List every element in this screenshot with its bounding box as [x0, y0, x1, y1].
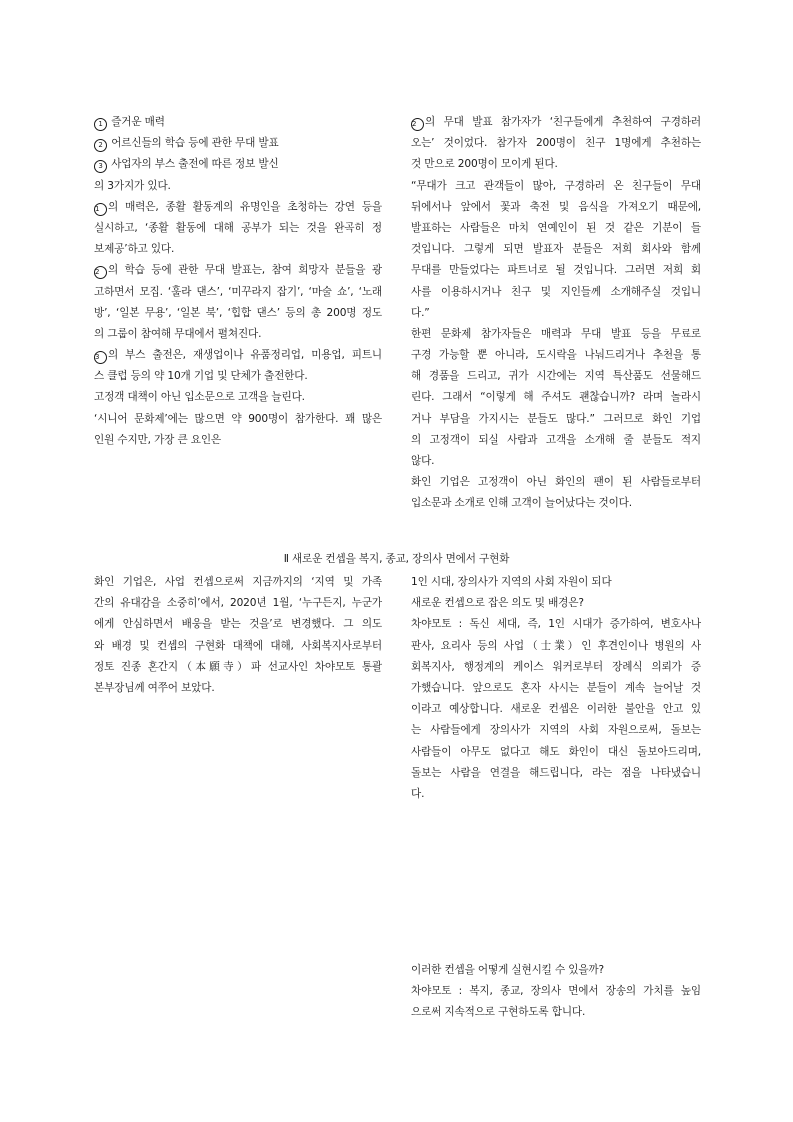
circled-number-2: 2 [94, 139, 107, 152]
circled-number-1: 1 [94, 118, 107, 131]
interview-title: 1인 시대, 장의사가 지역의 사회 자원이 되다 [411, 576, 612, 588]
section-heading: Ⅱ 새로운 컨셉을 복지, 종교, 장의사 면에서 구현화 [283, 553, 510, 565]
para2-line: 않다. [411, 455, 435, 467]
para2-line: 구경 가능할 뿐 아니라, 도시락을 나눠드리거나 추천을 통 [411, 349, 701, 362]
quote-line: 무대를 만들었다는 파트너로 될 것입니다. 그러면 저희 회 [411, 264, 701, 277]
right-top-column [411, 112, 701, 515]
answer-line: 이라고 예상합니다. 새로운 컨셉은 이러한 불안을 안고 있 [411, 703, 701, 716]
quote-line: “무대가 크고 관객들이 많아, 구경하러 온 친구들이 무대 [411, 179, 701, 192]
para2-line: 해 경품을 드리고, 귀가 시간에는 지역 특산품도 선물해드 [411, 370, 701, 383]
para1-line: 실시하고, ‘종활 활동에 대해 공부가 되는 것을 완곡히 정 [94, 221, 382, 234]
list-item-2: 2 어르신들의 학습 등에 관한 무대 발표 [94, 133, 382, 154]
answer-line: 차야모토 : 독신 세대, 즉, 1인 시대가 증가하여, 변호사나 [411, 618, 701, 631]
interview-question: 새로운 컨셉으로 잡은 의도 및 배경은? [411, 597, 584, 610]
quote-line: 것입니다. 그렇게 되면 발표자 분들은 저희 회사와 함께 [411, 243, 701, 256]
intro-line: 와 배경 및 컨셉의 구현화 대책에 대해, 사회복지사로부터 [94, 639, 382, 652]
quote-line: 뒤에서나 앞에서 꽃과 축전 및 음식을 가져오기 때문에, [411, 200, 701, 213]
circled-number-3: 3 [94, 160, 107, 173]
para2-line: 의 그룹이 참여해 무대에서 펼쳐진다. [94, 327, 262, 340]
circled-number-2: 2 [411, 118, 424, 131]
left-top-column [94, 112, 382, 451]
intro-line: 간의 유대감을 소중히’에서, 2020년 1월, ‘누구든지, 누군가 [94, 597, 382, 610]
left-bottom-column [94, 572, 382, 699]
para4-line: ‘시니어 문화제’에는 많으면 약 900명이 참가한다. 꽤 많은 [94, 412, 382, 425]
intro-line: 본부장님께 여쭈어 보았다. [94, 681, 215, 694]
summary-text: 의 3가지가 있다. [94, 179, 171, 192]
para1-line: 오는’ 것이었다. 참가자 200명이 친구 1명에게 추천하는 [411, 137, 701, 150]
para2-line: 방’, ‘일본 무용’, ‘일본 북’, ‘힙합 댄스’ 등의 총 200명 정도 [94, 306, 382, 319]
para2-line: 2 의 학습 등에 관한 무대 발표는, 참여 희망자 분들을 광 [94, 260, 382, 281]
para1-line: 1 의 매력은, 종활 활동계의 유명인을 초청하는 강연 등을 [94, 197, 382, 218]
para2-line: 한편 문화제 참가자들은 매력과 무대 발표 등을 무료로 [411, 327, 701, 340]
para4-line: 인원 수지만, 가장 큰 요인은 [94, 433, 222, 446]
interview-question: 이러한 컨셉을 어떻게 실현시킬 수 있을까? [411, 964, 604, 976]
para3-line: 입소문과 소개로 인해 고객이 늘어났다는 것이다. [411, 497, 632, 510]
answer-line: 돌보는 사람을 연결을 해드립니다, 라는 점을 나타냈습니 [411, 766, 701, 779]
para1-line: 2 의 무대 발표 참가자가 ‘친구들에게 추천하여 구경하러 [411, 112, 701, 133]
quote-line: 사를 이용하시거나 친구 및 지인들께 소개해주실 것입니 [411, 285, 701, 298]
answer-line: 으로써 지속적으로 구현하도록 합니다. [411, 1006, 586, 1019]
intro-line: 에게 안심하면서 배웅을 받는 것을’로 변경했다. 그 의도 [94, 618, 382, 631]
intro-line: 화인 기업은, 사업 컨셉으로써 지금까지의 ‘지역 및 가족 [94, 576, 382, 588]
para2-line: 고하면서 모집. ‘훌라 댄스’, ‘미꾸라지 잡기’, ‘마술 쇼’, ‘노래 [94, 285, 382, 298]
para2-line: 린다. 그래서 “이렇게 해 주셔도 괜찮습니까? 라며 놀라시 [411, 391, 701, 404]
circled-number-2: 2 [94, 266, 107, 279]
para1-line: 것 만으로 200명이 모이게 된다. [411, 158, 558, 171]
answer-line: 가했습니다. 앞으로도 혼자 사시는 분들이 계속 늘어날 것 [411, 681, 701, 694]
para1-line: 보제공’하고 있다. [94, 243, 175, 256]
list-item-3: 3 사업자의 부스 출전에 따른 정보 발신 [94, 154, 382, 175]
right-last-block [411, 960, 701, 1024]
para2-line: 거나 부담을 가지시는 분들도 많다.” 그러므로 화인 기업 [411, 412, 701, 425]
answer-line: 차야모토 : 복지, 종교, 장의사 면에서 장송의 가치를 높임 [411, 985, 701, 998]
answer-line: 회복지사, 행정계의 케이스 워커로부터 장례식 의뢰가 증 [411, 660, 701, 673]
circled-number-3: 3 [94, 351, 107, 364]
answer-line: 는 사람들에게 장의사가 지역의 사회 자원으로써, 돌보는 [411, 724, 701, 737]
right-bottom-column [411, 572, 701, 805]
subheading: 고정객 대책이 아닌 입소문으로 고객을 늘린다. [94, 391, 305, 404]
para3-line: 3 의 부스 출전은, 재생업이나 유품정리업, 미용업, 피트니 [94, 345, 382, 366]
answer-line: 사람들이 아무도 없다고 해도 화인이 대신 돌보아드리며, [411, 745, 701, 758]
quote-line: 발표하는 사람들은 마치 연예인이 된 것 같은 기분이 들 [411, 221, 701, 234]
para3-line: 스 클럽 등의 약 10개 기업 및 단체가 출전한다. [94, 370, 308, 383]
answer-line: 판사, 요리사 등의 사업（士業）인 후견인이나 병원의 사 [411, 639, 701, 652]
quote-line: 다.” [411, 306, 430, 319]
para3-line: 화인 기업은 고정객이 아닌 화인의 팬이 된 사람들로부터 [411, 476, 701, 489]
answer-line: 다. [411, 787, 425, 800]
para2-line: 의 고정객이 되실 사람과 고객을 소개해 줄 분들도 적지 [411, 433, 701, 446]
circled-number-1: 1 [94, 203, 107, 216]
intro-line: 정토 진종 혼간지（本願寺）파 선교사인 차야모토 통괄 [94, 660, 382, 673]
list-item-1: 1 즐거운 매력 [94, 112, 382, 133]
